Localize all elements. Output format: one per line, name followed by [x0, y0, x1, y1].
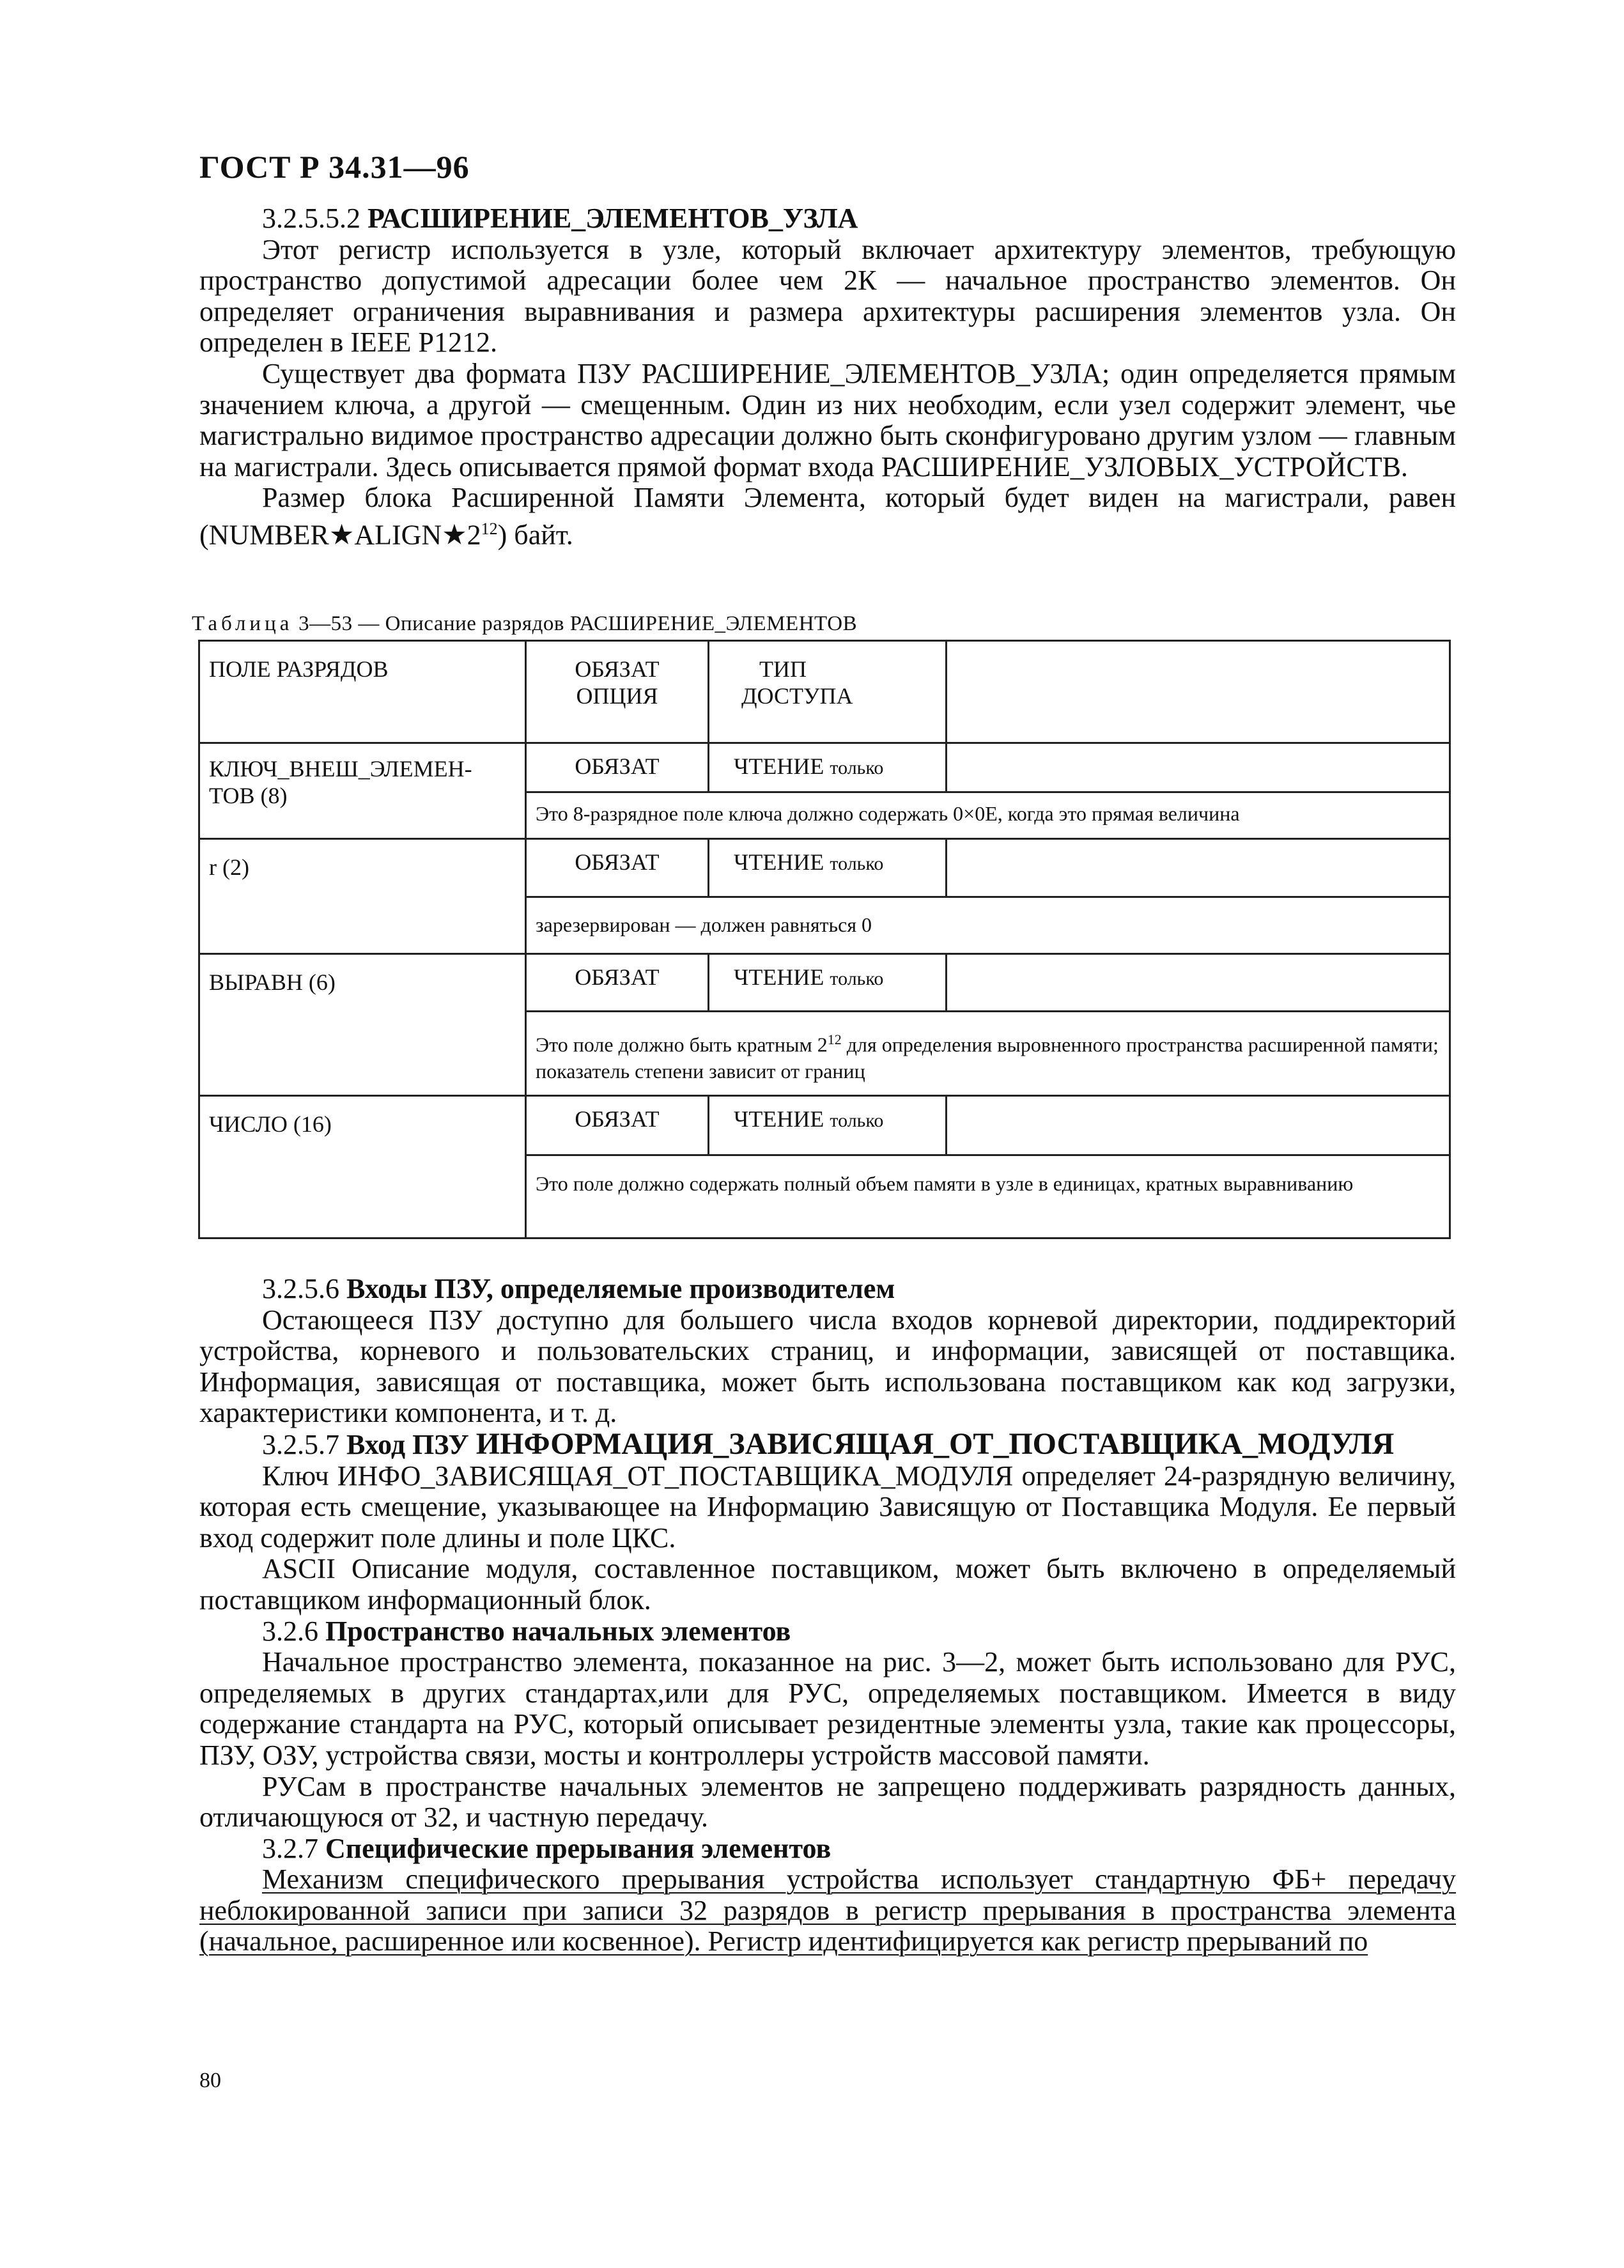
body-after-table [199, 1274, 1456, 1957]
header-required-line1: ОБЯЗАТ [575, 656, 660, 682]
access-type [709, 743, 947, 792]
required-value: ОБЯЗАТ [526, 1096, 709, 1155]
header-required-line2: ОПЦИЯ [576, 683, 658, 709]
table-row [199, 743, 1450, 792]
paragraph: РУСам в пространстве начальных элементов не запрещено поддерживать разрядность данных, отличающуюся от 32, и частную передачу. [199, 1770, 1456, 1833]
section-number: 3.2.5.6 [262, 1273, 339, 1304]
section-heading [199, 1616, 1456, 1647]
bit-description-table [198, 640, 1451, 1239]
section-3-2-5-5-2 [199, 203, 1456, 551]
access-text: ЧТЕНИЕ [734, 849, 824, 876]
section-number: 3.2.6 [262, 1615, 318, 1647]
field-description: зарезервирован — должен равняться 0 [526, 897, 1450, 954]
required-value: ОБЯЗАТ [526, 743, 709, 792]
paragraph: Существует два формата ПЗУ РАСШИРЕНИЕ_ЭЛЕМЕНТОВ_УЗЛА; один определяется прямым значением ключа, а другой — смещенным. Один из них необходим, если узел содержит элемент, чье магистрально видимое пространство адресации должно быть сконфигуровано другим узлом — главным на магистрали. Здесь описывается прямой формат входа РАСШИРЕНИЕ_УЗЛОВЫХ_УСТРОЙСТВ. [199, 357, 1456, 482]
paragraph: Начальное пространство элемента, показанное на рис. 3—2, может быть использовано для РУС, определяемых в других стандартах,или для РУС, определяемых поставщиком. Имеется в виду содержание стандарта на РУС, который описывает резидентные элементы узла, такие как процессоры, ПЗУ, ОЗУ, устройства связи, мосты и контроллеры устройств массовой памяти. [199, 1646, 1456, 1771]
section-heading [199, 203, 1456, 235]
field-name: КЛЮЧ_ВНЕШ_ЭЛЕМЕН-ТОВ (8) [199, 743, 526, 839]
section-title: ИНФОРМАЦИЯ_ЗАВИСЯЩАЯ_ОТ_ПОСТАВЩИКА_МОДУЛЯ [476, 1426, 1395, 1461]
header-field: ПОЛЕ РАЗРЯДОВ [199, 641, 526, 743]
table-caption-text: 3—53 — Описание разрядов РАСШИРЕНИЕ_ЭЛЕМЕНТОВ [298, 612, 858, 635]
paragraph: ASCII Описание модуля, составленное поставщиком, может быть включено в определяемый поставщиком информационный блок. [199, 1553, 1456, 1616]
empty-cell [947, 1096, 1450, 1155]
section-heading [199, 1426, 1456, 1461]
paragraph-text: Размер блока Расширенной Памяти Элемента, который будет виден на магистрали, равен (NUMBER★ALIGN★2 [199, 482, 1456, 551]
access-text: ЧТЕНИЕ [734, 1106, 824, 1132]
section-number: 3.2.5.7 [262, 1428, 339, 1460]
page-number: 80 [199, 2069, 221, 2092]
access-type [709, 839, 947, 897]
section-title: Специфические прерывания элементов [325, 1832, 831, 1864]
empty-cell [947, 839, 1450, 897]
section-title-prefix: Вход ПЗУ [346, 1428, 469, 1460]
access-type [709, 954, 947, 1011]
table-caption [192, 612, 857, 636]
paragraph [199, 482, 1456, 551]
paragraph: Остающееся ПЗУ доступно для большего числа входов корневой директории, поддиректорий устройства, корневого и пользовательских страниц, и информации, зависящей от поставщика. Информация, зависящая от поставщика, может быть использована поставщиком как код загрузки, характеристики компонента, и т. д. [199, 1304, 1456, 1429]
paragraph: Ключ ИНФО_ЗАВИСЯЩАЯ_ОТ_ПОСТАВЩИКА_МОДУЛЯ определяет 24-разрядную величину, которая есть смещение, указывающее на Информацию Зависящую от Поставщика Модуля. Ее первый вход содержит поле длины и поле ЦКС. [199, 1460, 1456, 1554]
field-name: r (2) [199, 839, 526, 954]
paragraph: Механизм специфического прерывания устройства использует стандартную ФБ+ передачу неблокированной записи при записи 32 разрядов в регистр прерывания в пространства элемента (начальное, расширенное или косвенное). Регистр идентифицируется как регистр прерываний по [199, 1863, 1456, 1957]
paragraph-text: ) байт. [497, 519, 573, 551]
empty-cell [947, 743, 1450, 792]
section-number: 3.2.7 [262, 1832, 318, 1864]
access-text: ЧТЕНИЕ [734, 753, 824, 780]
section-title: РАСШИРЕНИЕ_ЭЛЕМЕНТОВ_УЗЛА [367, 203, 858, 234]
access-qualifier: только [830, 1110, 884, 1132]
superscript: 12 [481, 519, 498, 538]
access-text: ЧТЕНИЕ [734, 964, 824, 991]
table-row [199, 954, 1450, 1011]
section-heading [199, 1833, 1456, 1865]
description-text: для определения выровненного пространства расширенной памяти; показатель степени зависит от границ [536, 1033, 1439, 1083]
header-required [526, 641, 709, 743]
required-value: ОБЯЗАТ [526, 839, 709, 897]
paragraph: Этот регистр используется в узле, который включает архитектуру элементов, требующую пространство допустимой адресации более чем 2К — начальное пространство элементов. Он определяет ограничения выравнивания и размера архитектуры расширения элементов узла. Он определен в IEEE P1212. [199, 233, 1456, 359]
section-title: Входы ПЗУ, определяемые производителем [346, 1273, 895, 1304]
document-code-header: ГОСТ Р 34.31—96 [199, 149, 470, 185]
access-qualifier: только [830, 853, 884, 875]
access-qualifier: только [830, 968, 884, 990]
header-access [709, 641, 947, 743]
table-caption-word: Таблица [192, 612, 293, 635]
empty-cell [947, 954, 1450, 1011]
required-value: ОБЯЗАТ [526, 954, 709, 1011]
superscript: 12 [827, 1031, 842, 1047]
header-empty [947, 641, 1450, 743]
access-type [709, 1096, 947, 1155]
header-access-line1: ТИП [759, 656, 807, 682]
field-description: Это 8-разрядное поле ключа должно содержать 0×0Е, когда это прямая величина [526, 792, 1450, 839]
description-text: Это поле должно быть кратным 2 [536, 1033, 828, 1056]
table-row [199, 1096, 1450, 1155]
section-number: 3.2.5.5.2 [262, 203, 360, 234]
header-access-line2: ДОСТУПА [741, 683, 853, 709]
field-description [526, 1011, 1450, 1095]
section-title: Пространство начальных элементов [325, 1615, 791, 1647]
field-description: Это поле должно содержать полный объем памяти в узле в единицах, кратных выравниванию [526, 1155, 1450, 1238]
table-row [199, 839, 1450, 897]
section-heading [199, 1274, 1456, 1305]
field-name: ЧИСЛО (16) [199, 1096, 526, 1238]
access-qualifier: только [830, 757, 884, 779]
table-header-row [199, 641, 1450, 743]
field-name: ВЫРАВН (6) [199, 954, 526, 1096]
